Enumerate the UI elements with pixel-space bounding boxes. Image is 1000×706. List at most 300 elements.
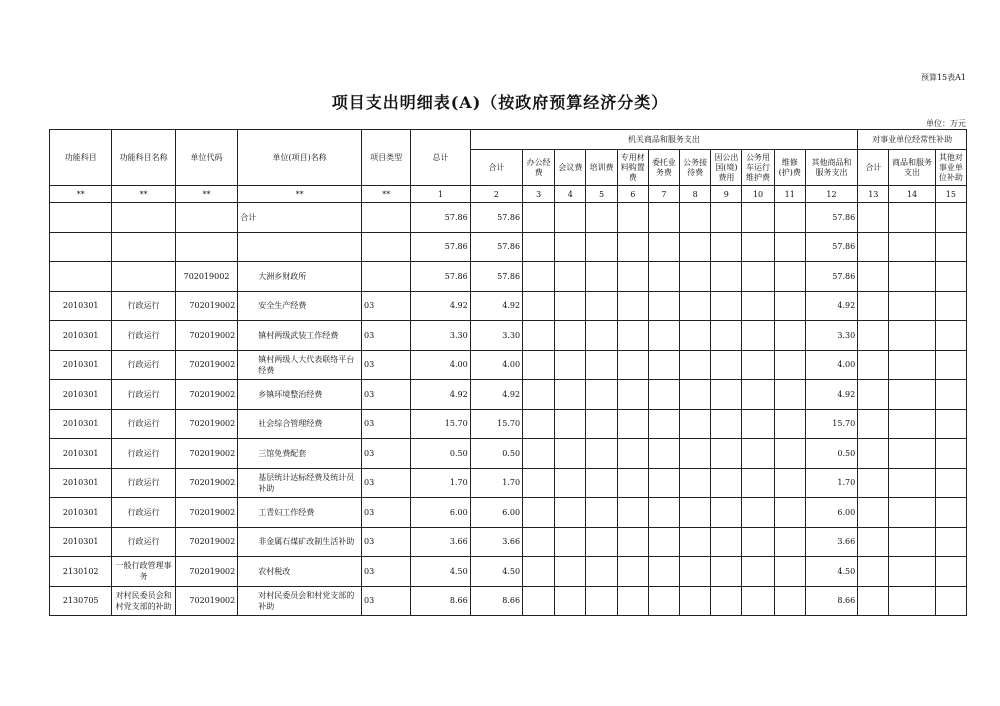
cell-col-11 (774, 468, 805, 498)
index-cell: 5 (586, 186, 617, 203)
index-cell: 2 (470, 186, 522, 203)
header-sub-col-9: 因公出国(境)费用 (711, 150, 742, 186)
cell-col-13 (858, 557, 889, 587)
index-cell: 13 (858, 186, 889, 203)
cell-org-name: 农村税改 (238, 557, 362, 587)
cell-col-15 (935, 586, 966, 616)
cell-total: 4.92 (411, 380, 470, 410)
cell-col-8 (680, 291, 711, 321)
index-cell: 15 (935, 186, 966, 203)
cell-org-name: 乡镇环境整治经费 (238, 380, 362, 410)
cell-col-4 (555, 409, 586, 439)
cell-col-6 (617, 586, 648, 616)
cell-col-11 (774, 350, 805, 380)
cell-org-code: 702019002 (175, 439, 237, 469)
cell-other-goods: 1.70 (805, 468, 857, 498)
cell-col-5 (586, 409, 617, 439)
cell-other-goods: 57.86 (805, 262, 857, 292)
cell-col-8 (680, 557, 711, 587)
cell-func-code: 2130705 (50, 586, 112, 616)
cell-org-code: 702019002 (175, 380, 237, 410)
cell-col-14 (889, 586, 935, 616)
cell-col-6 (617, 439, 648, 469)
cell-col-14 (889, 439, 935, 469)
cell-col-6 (617, 498, 648, 528)
cell-col-4 (555, 468, 586, 498)
cell-total: 15.70 (411, 409, 470, 439)
header-sub-col-12: 其他商品和服务支出 (805, 150, 857, 186)
index-cell: ** (112, 186, 175, 203)
index-cell: 8 (680, 186, 711, 203)
cell-project-type: 03 (362, 380, 411, 410)
cell-col-4 (555, 262, 586, 292)
cell-col-4 (555, 232, 586, 262)
cell-col-7 (648, 439, 679, 469)
cell-project-type (362, 232, 411, 262)
cell-goods-total: 6.00 (470, 498, 522, 528)
cell-col-7 (648, 380, 679, 410)
cell-project-type: 03 (362, 321, 411, 351)
cell-col-7 (648, 291, 679, 321)
index-cell: 9 (711, 186, 742, 203)
cell-col-13 (858, 380, 889, 410)
index-cell: 4 (555, 186, 586, 203)
cell-col-5 (586, 439, 617, 469)
cell-col-13 (858, 262, 889, 292)
cell-col-15 (935, 439, 966, 469)
cell-col-15 (935, 409, 966, 439)
cell-goods-total: 57.86 (470, 262, 522, 292)
cell-func-name: 一般行政管理事务 (112, 557, 175, 587)
cell-col-7 (648, 232, 679, 262)
cell-col-9 (711, 380, 742, 410)
header-sub-col-4: 会议费 (555, 150, 586, 186)
cell-other-goods: 4.50 (805, 557, 857, 587)
cell-goods-total: 8.66 (470, 586, 522, 616)
cell-col-5 (586, 498, 617, 528)
cell-col-5 (586, 321, 617, 351)
cell-org-code (175, 203, 237, 233)
cell-col-7 (648, 262, 679, 292)
cell-col-9 (711, 439, 742, 469)
header-sub-col-10: 公务用车运行维护费 (742, 150, 774, 186)
cell-col-7 (648, 557, 679, 587)
cell-org-name: 大洲乡财政所 (238, 262, 362, 292)
cell-col-15 (935, 203, 966, 233)
cell-col-5 (586, 557, 617, 587)
cell-col-13 (858, 321, 889, 351)
cell-col-9 (711, 468, 742, 498)
header-func-name: 功能科目名称 (112, 130, 175, 186)
cell-col-4 (555, 439, 586, 469)
cell-other-goods: 57.86 (805, 232, 857, 262)
cell-col-6 (617, 557, 648, 587)
cell-col-6 (617, 409, 648, 439)
cell-col-3 (523, 557, 555, 587)
cell-col-11 (774, 321, 805, 351)
cell-func-name: 行政运行 (112, 468, 175, 498)
cell-org-code: 702019002 (175, 321, 237, 351)
cell-col-3 (523, 439, 555, 469)
cell-func-name: 对村民委员会和村党支部的补助 (112, 586, 175, 616)
cell-col-15 (935, 321, 966, 351)
cell-org-code: 702019002 (175, 557, 237, 587)
cell-col-4 (555, 498, 586, 528)
cell-col-9 (711, 262, 742, 292)
cell-org-code (175, 232, 237, 262)
cell-col-7 (648, 527, 679, 557)
cell-other-goods: 8.66 (805, 586, 857, 616)
table-row (50, 439, 967, 469)
cell-col-8 (680, 498, 711, 528)
cell-col-14 (889, 380, 935, 410)
cell-col-11 (774, 291, 805, 321)
cell-org-name: 基层统计达标经费及统计员补助 (238, 468, 362, 498)
cell-org-code: 702019002 (175, 468, 237, 498)
cell-other-goods: 4.92 (805, 380, 857, 410)
cell-total: 4.00 (411, 350, 470, 380)
cell-col-4 (555, 380, 586, 410)
cell-col-9 (711, 203, 742, 233)
cell-total: 4.92 (411, 291, 470, 321)
cell-col-3 (523, 380, 555, 410)
cell-col-13 (858, 439, 889, 469)
cell-col-8 (680, 527, 711, 557)
cell-col-8 (680, 439, 711, 469)
cell-other-goods: 4.92 (805, 291, 857, 321)
cell-goods-total: 3.30 (470, 321, 522, 351)
cell-col-5 (586, 380, 617, 410)
index-cell: ** (50, 186, 112, 203)
cell-col-13 (858, 350, 889, 380)
cell-func-code: 2010301 (50, 527, 112, 557)
table-row (50, 586, 967, 616)
cell-col-9 (711, 527, 742, 557)
index-cell: 3 (523, 186, 555, 203)
header-org-code: 单位代码 (175, 130, 237, 186)
cell-col-3 (523, 409, 555, 439)
header-group-goods-services: 机关商品和服务支出 (470, 130, 857, 150)
table-row (50, 380, 967, 410)
cell-col-8 (680, 203, 711, 233)
cell-col-15 (935, 557, 966, 587)
cell-col-10 (742, 468, 774, 498)
cell-org-name: 非金属石煤矿改制生活补助 (238, 527, 362, 557)
cell-col-9 (711, 291, 742, 321)
cell-func-code: 2010301 (50, 291, 112, 321)
cell-func-name (112, 262, 175, 292)
index-cell: 10 (742, 186, 774, 203)
cell-goods-total: 3.66 (470, 527, 522, 557)
cell-col-9 (711, 350, 742, 380)
cell-org-name: 镇村两级人大代表联络平台经费 (238, 350, 362, 380)
cell-total: 57.86 (411, 203, 470, 233)
cell-col-7 (648, 350, 679, 380)
cell-col-4 (555, 321, 586, 351)
page-title: 项目支出明细表(A)（按政府预算经济分类） (331, 93, 669, 112)
cell-project-type: 03 (362, 527, 411, 557)
cell-org-code: 702019002 (175, 527, 237, 557)
cell-other-goods: 3.30 (805, 321, 857, 351)
header-sub-col-2: 合计 (470, 150, 522, 186)
cell-goods-total: 4.00 (470, 350, 522, 380)
cell-col-14 (889, 468, 935, 498)
cell-col-11 (774, 203, 805, 233)
cell-other-goods: 15.70 (805, 409, 857, 439)
cell-goods-total: 57.86 (470, 203, 522, 233)
cell-project-type: 03 (362, 409, 411, 439)
header-sub-col-8: 公务接待费 (680, 150, 711, 186)
cell-other-goods: 6.00 (805, 498, 857, 528)
cell-col-6 (617, 291, 648, 321)
cell-other-goods: 4.00 (805, 350, 857, 380)
header-func-code: 功能科目 (50, 130, 112, 186)
cell-col-15 (935, 380, 966, 410)
cell-total: 8.66 (411, 586, 470, 616)
cell-col-8 (680, 586, 711, 616)
cell-col-3 (523, 262, 555, 292)
header-sub-col-3: 办公经费 (523, 150, 555, 186)
cell-func-code: 2010301 (50, 409, 112, 439)
cell-col-13 (858, 291, 889, 321)
cell-col-13 (858, 468, 889, 498)
header-sub-col-6: 专用材料购置费 (617, 150, 648, 186)
index-cell: ** (362, 186, 411, 203)
cell-col-13 (858, 232, 889, 262)
cell-project-type: 03 (362, 586, 411, 616)
cell-total: 1.70 (411, 468, 470, 498)
cell-col-7 (648, 203, 679, 233)
cell-col-11 (774, 409, 805, 439)
cell-col-10 (742, 350, 774, 380)
cell-org-name: 安全生产经费 (238, 291, 362, 321)
cell-org-name: 镇村两级武装工作经费 (238, 321, 362, 351)
header-total: 总计 (411, 130, 470, 186)
cell-func-code: 2010301 (50, 380, 112, 410)
cell-col-6 (617, 468, 648, 498)
header-sub-col-15: 其他对事业单位补助 (935, 150, 966, 186)
cell-func-name (112, 232, 175, 262)
cell-func-name: 行政运行 (112, 498, 175, 528)
cell-col-7 (648, 586, 679, 616)
cell-col-14 (889, 527, 935, 557)
table-row (50, 409, 967, 439)
cell-func-name (112, 203, 175, 233)
cell-col-8 (680, 321, 711, 351)
cell-col-9 (711, 498, 742, 528)
cell-func-name: 行政运行 (112, 439, 175, 469)
cell-col-13 (858, 527, 889, 557)
cell-col-6 (617, 262, 648, 292)
cell-col-8 (680, 232, 711, 262)
cell-col-15 (935, 468, 966, 498)
cell-col-4 (555, 291, 586, 321)
cell-col-10 (742, 321, 774, 351)
cell-col-11 (774, 232, 805, 262)
cell-func-code: 2010301 (50, 350, 112, 380)
cell-total: 4.50 (411, 557, 470, 587)
cell-total: 3.30 (411, 321, 470, 351)
cell-org-code: 702019002 (175, 350, 237, 380)
cell-total: 57.86 (411, 232, 470, 262)
cell-col-3 (523, 468, 555, 498)
cell-col-14 (889, 232, 935, 262)
cell-total: 57.86 (411, 262, 470, 292)
cell-col-4 (555, 350, 586, 380)
cell-col-10 (742, 380, 774, 410)
cell-col-14 (889, 203, 935, 233)
cell-col-9 (711, 232, 742, 262)
cell-col-15 (935, 291, 966, 321)
cell-goods-total: 4.92 (470, 291, 522, 321)
header-project-type: 项目类型 (362, 130, 411, 186)
cell-col-14 (889, 262, 935, 292)
cell-col-11 (774, 498, 805, 528)
cell-col-5 (586, 232, 617, 262)
cell-project-type (362, 262, 411, 292)
cell-col-5 (586, 586, 617, 616)
cell-col-9 (711, 557, 742, 587)
cell-col-13 (858, 498, 889, 528)
cell-col-5 (586, 203, 617, 233)
cell-col-15 (935, 350, 966, 380)
cell-col-10 (742, 203, 774, 233)
cell-col-15 (935, 232, 966, 262)
cell-project-type: 03 (362, 468, 411, 498)
cell-col-3 (523, 232, 555, 262)
cell-col-11 (774, 527, 805, 557)
header-sub-col-14: 商品和服务支出 (889, 150, 935, 186)
cell-col-10 (742, 262, 774, 292)
cell-func-name: 行政运行 (112, 291, 175, 321)
cell-org-name: 工青妇工作经费 (238, 498, 362, 528)
cell-col-14 (889, 350, 935, 380)
cell-goods-total: 4.50 (470, 557, 522, 587)
cell-total: 6.00 (411, 498, 470, 528)
cell-col-5 (586, 350, 617, 380)
cell-col-7 (648, 468, 679, 498)
header-sub-col-7: 委托业务费 (648, 150, 679, 186)
cell-col-8 (680, 409, 711, 439)
table-row (50, 321, 967, 351)
cell-col-14 (889, 321, 935, 351)
cell-goods-total: 15.70 (470, 409, 522, 439)
table-row (50, 262, 967, 292)
cell-col-11 (774, 586, 805, 616)
unit-label: 单位：万元 (926, 119, 966, 128)
cell-col-14 (889, 498, 935, 528)
header-sub-col-13: 合计 (858, 150, 889, 186)
cell-project-type: 03 (362, 350, 411, 380)
cell-col-7 (648, 321, 679, 351)
cell-project-type (362, 203, 411, 233)
cell-func-name: 行政运行 (112, 321, 175, 351)
cell-col-4 (555, 527, 586, 557)
cell-col-3 (523, 586, 555, 616)
header-org-name: 单位(项目)名称 (238, 130, 362, 186)
cell-col-3 (523, 203, 555, 233)
cell-org-name (238, 232, 362, 262)
cell-goods-total: 1.70 (470, 468, 522, 498)
cell-func-code: 2010301 (50, 439, 112, 469)
cell-org-name: 对村民委员会和村党支部的补助 (238, 586, 362, 616)
cell-col-8 (680, 380, 711, 410)
cell-org-name: 三馆免费配套 (238, 439, 362, 469)
cell-col-14 (889, 291, 935, 321)
cell-goods-total: 4.92 (470, 380, 522, 410)
table-row (50, 557, 967, 587)
cell-func-name: 行政运行 (112, 409, 175, 439)
cell-project-type: 03 (362, 557, 411, 587)
cell-total: 3.66 (411, 527, 470, 557)
table-row (50, 498, 967, 528)
cell-col-4 (555, 557, 586, 587)
cell-other-goods: 0.50 (805, 439, 857, 469)
cell-col-4 (555, 203, 586, 233)
cell-col-8 (680, 468, 711, 498)
cell-col-10 (742, 527, 774, 557)
cell-func-code: 2010301 (50, 468, 112, 498)
cell-func-code: 2010301 (50, 321, 112, 351)
index-cell: 11 (774, 186, 805, 203)
cell-col-8 (680, 262, 711, 292)
cell-col-15 (935, 527, 966, 557)
cell-col-5 (586, 291, 617, 321)
cell-col-15 (935, 262, 966, 292)
cell-func-name: 行政运行 (112, 380, 175, 410)
header-sub-col-11: 维修(护)费 (774, 150, 805, 186)
cell-func-code: 2130102 (50, 557, 112, 587)
cell-col-6 (617, 232, 648, 262)
cell-org-code: 702019002 (175, 586, 237, 616)
cell-col-11 (774, 262, 805, 292)
cell-org-code: 702019002 (175, 262, 237, 292)
cell-col-6 (617, 203, 648, 233)
cell-col-14 (889, 409, 935, 439)
budget-table (49, 129, 967, 616)
cell-goods-total: 0.50 (470, 439, 522, 469)
index-cell: 12 (805, 186, 857, 203)
index-cell: 7 (648, 186, 679, 203)
cell-col-3 (523, 321, 555, 351)
index-cell: ** (238, 186, 362, 203)
cell-func-code (50, 262, 112, 292)
header-sub-col-5: 培训费 (586, 150, 617, 186)
cell-col-4 (555, 586, 586, 616)
cell-col-6 (617, 527, 648, 557)
cell-col-10 (742, 498, 774, 528)
cell-col-9 (711, 409, 742, 439)
cell-col-14 (889, 557, 935, 587)
cell-col-10 (742, 232, 774, 262)
cell-func-name: 行政运行 (112, 527, 175, 557)
cell-col-9 (711, 321, 742, 351)
cell-col-13 (858, 409, 889, 439)
cell-project-type: 03 (362, 439, 411, 469)
cell-col-11 (774, 439, 805, 469)
cell-col-10 (742, 409, 774, 439)
header-group-subsidy: 对事业单位经常性补助 (858, 130, 967, 150)
cell-col-15 (935, 498, 966, 528)
cell-func-name: 行政运行 (112, 350, 175, 380)
cell-project-type: 03 (362, 291, 411, 321)
cell-col-10 (742, 557, 774, 587)
table-row (50, 232, 967, 262)
cell-col-3 (523, 527, 555, 557)
cell-func-code (50, 232, 112, 262)
table-row (50, 350, 967, 380)
cell-org-name: 社会综合管理经费 (238, 409, 362, 439)
